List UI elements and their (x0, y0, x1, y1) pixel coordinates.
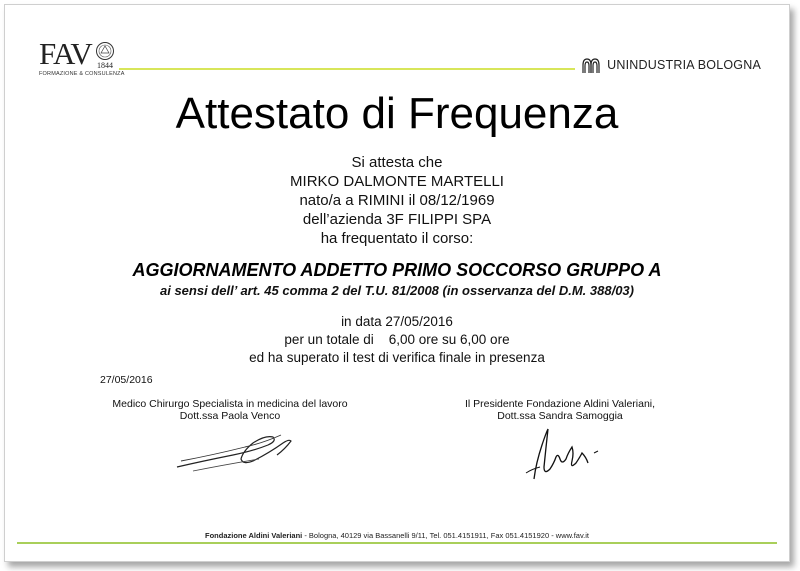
left-signer-name: Dott.ssa Paola Venco (179, 410, 281, 422)
right-signer-role: Il Presidente Fondazione Aldini Valeriani, (464, 398, 656, 410)
course-date: in data 27/05/2016 (341, 314, 453, 329)
right-signature-block (430, 398, 690, 422)
course-hours: per un totale di 6,00 ore su 6,00 ore (284, 332, 510, 347)
attendee-name: MIRKO DALMONTE MARTELLI (290, 173, 504, 190)
attended-line: ha frequentato il corso: (320, 230, 474, 247)
left-signature-image (173, 425, 303, 475)
fav-logo-subtitle: FORMAZIONE & CONSULENZA (39, 71, 125, 77)
header-divider (119, 68, 575, 70)
footer-text (5, 531, 789, 540)
issue-date: 27/05/2016 (100, 374, 153, 386)
certificate-title: Attestato di Frequenza (175, 89, 619, 138)
course-name: AGGIORNAMENTO ADDETTO PRIMO SOCCORSO GRUPPO A (132, 260, 662, 280)
right-signer-name: Dott.ssa Sandra Samoggia (497, 410, 623, 422)
company-info: dell’azienda 3F FILIPPI SPA (302, 211, 492, 228)
fav-logo-year: 1844 (97, 61, 113, 70)
course-legal-reference: ai sensi dell’ art. 45 comma 2 del T.U. 81/2008 (in osservanza del D.M. 388/03) (160, 283, 634, 298)
left-signer-role: Medico Chirurgo Specialista in medicina del lavoro (112, 398, 348, 410)
left-signature-block (85, 398, 375, 422)
footer-divider (17, 542, 777, 544)
unindustria-emblem-icon (580, 55, 602, 75)
attest-intro: Si attesta che (351, 154, 443, 171)
unindustria-logo-text: UNINDUSTRIA BOLOGNA (607, 58, 761, 72)
certificate-page (4, 4, 790, 562)
footer-address: - Bologna, 40129 via Bassanelli 9/11, Tel. 051.4151911, Fax 051.4151920 - www.fav.it (302, 531, 589, 540)
unindustria-logo (580, 55, 761, 75)
test-passed-line: ed ha superato il test di verifica finale in presenza (249, 350, 545, 365)
footer-org: Fondazione Aldini Valeriani (205, 531, 303, 540)
right-signature-image (520, 423, 610, 485)
birth-info: nato/a a RIMINI il 08/12/1969 (299, 192, 495, 209)
fav-logo (39, 36, 125, 81)
fav-logo-text: FAV (39, 36, 92, 71)
fav-seal-icon (95, 41, 115, 61)
